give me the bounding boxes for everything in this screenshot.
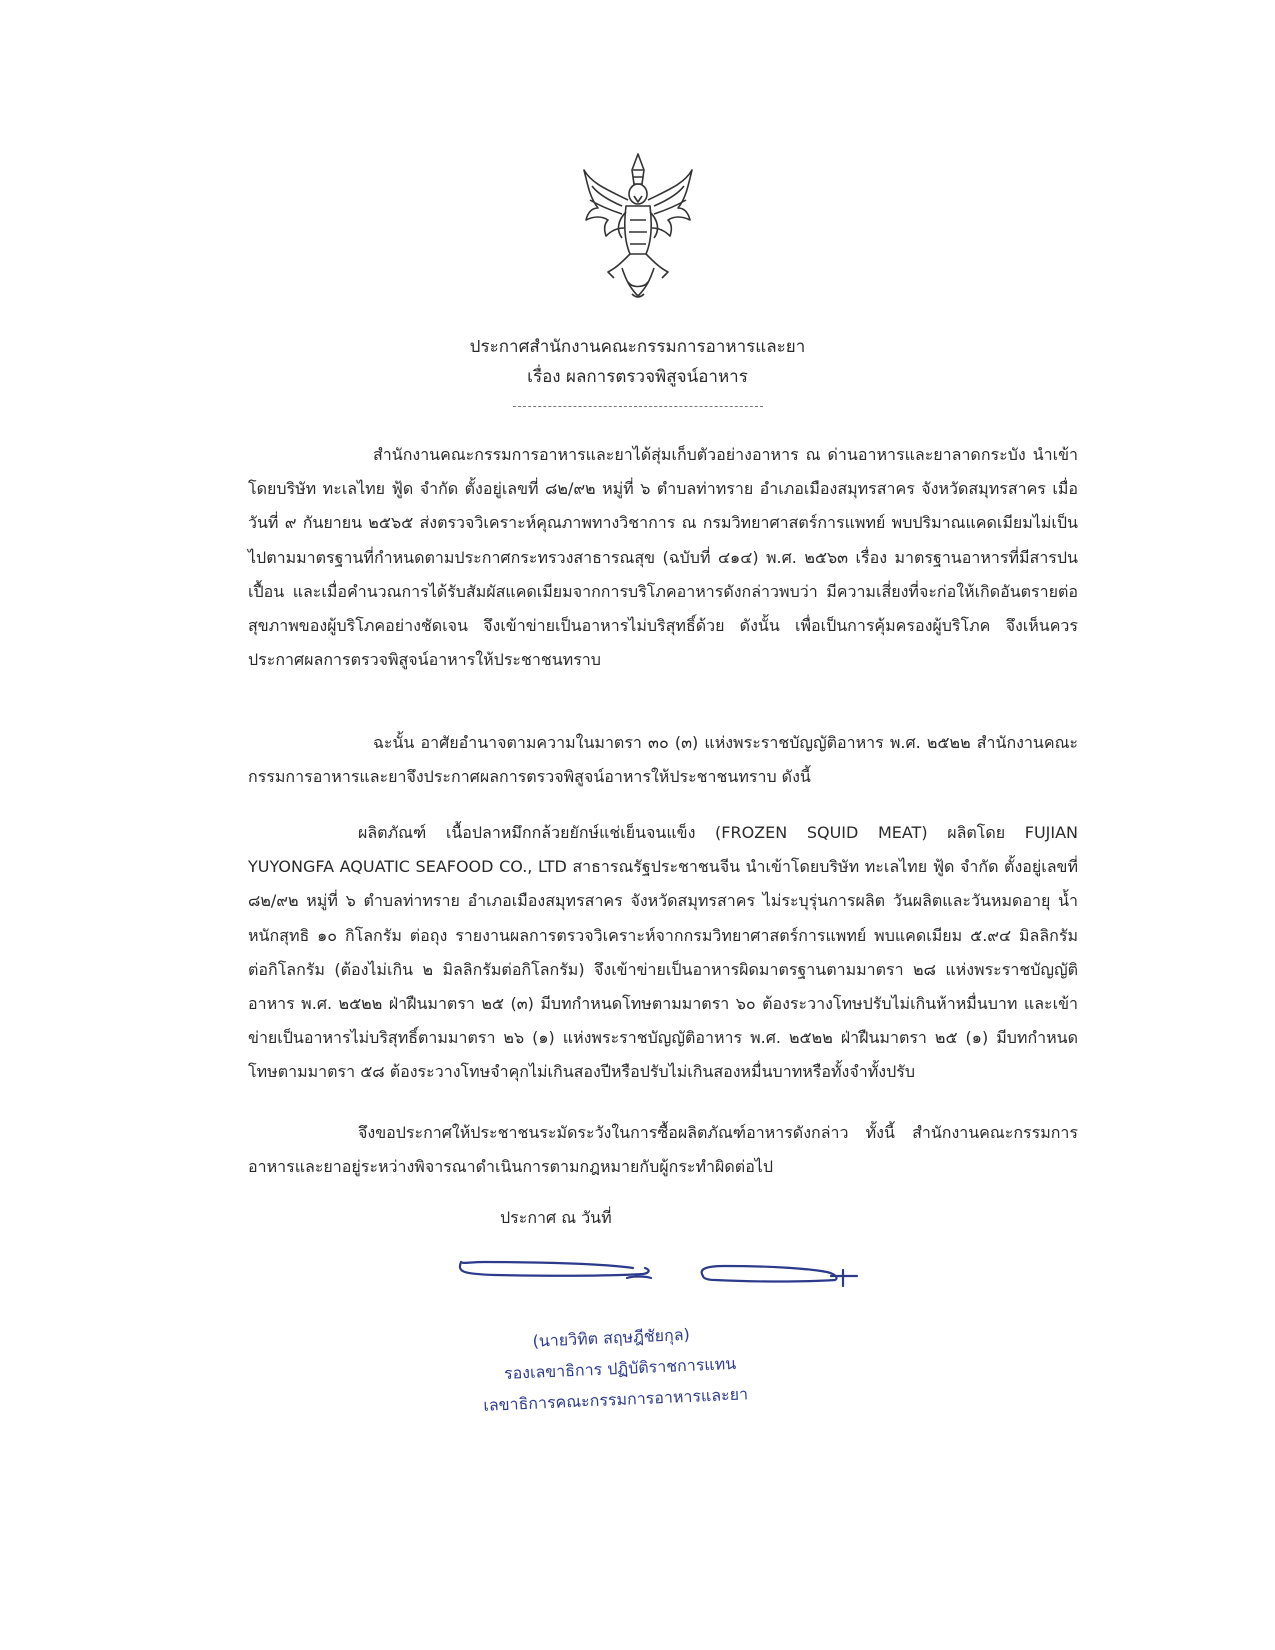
paragraph-background: สำนักงานคณะกรรมการอาหารและยาได้สุ่มเก็บตัวอย่างอาหาร ณ ด่านอาหารและยาลาดกระบัง นำเข้าโดยบริษัท ทะเลไทย ฟู้ด จำกัด ตั้งอยู่เลขที่ ๘๒/๙๒ หมู่ที่ ๖ ตำบลท่าทราย อำเภอเมืองสมุทรสาคร จังหวัดสมุทรสาคร เมื่อวันที่ ๙ กันยายน ๒๕๖๕ ส่งตรวจวิเคราะห์คุณภาพทางวิชาการ ณ กรมวิทยาศาสตร์การแพทย์ พบปริมาณแคดเมียมไม่เป็นไปตามมาตรฐานที่กำหนดตามประกาศกระทรวงสาธารณสุข (ฉบับที่ ๔๑๔) พ.ศ. ๒๕๖๓ เรื่อง มาตรฐานอาหารที่มีสารปนเปื้อน และเมื่อคำนวณการได้รับสัมผัสแคดเมียมจากการบริโภคอาหารดังกล่าวพบว่า มีความเสี่ยงที่จะก่อให้เกิดอันตรายต่อสุขภาพของผู้บริโภคอย่างชัดเจน จึงเข้าข่ายเป็นอาหารไม่บริสุทธิ์ด้วย ดังนั้น เพื่อเป็นการคุ้มครองผู้บริโภค จึงเห็นควรประกาศผลการตรวจพิสูจน์อาหารให้ประชาชนทราบ (248, 445, 1078, 670)
handwritten-signature (455, 1240, 865, 1300)
announcement-subject: เรื่อง ผลการตรวจพิสูจน์อาหาร (527, 367, 748, 387)
paragraph-product-findings: ผลิตภัณฑ์ เนื้อปลาหมึกกล้วยยักษ์แช่เย็นจนแข็ง (FROZEN SQUID MEAT) ผลิตโดย FUJIAN YUYONGFA AQUATIC SEAFOOD CO., LTD สาธารณรัฐประชาชนจีน นำเข้าโดยบริษัท ทะเลไทย ฟู้ด จำกัด ตั้งอยู่เลขที่ ๘๒/๙๒ หมู่ที่ ๖ ตำบลท่าทราย อำเภอเมืองสมุทรสาคร จังหวัดสมุทรสาคร ไม่ระบุรุ่นการผลิต วันผลิตและวันหมดอายุ น้ำหนักสุทธิ ๑๐ กิโลกรัม ต่อถุง รายงานผลการตรวจวิเคราะห์จากกรมวิทยาศาสตร์การแพทย์ พบแคดเมียม ๕.๙๔ มิลลิกรัมต่อกิโลกรัม (ต้องไม่เกิน ๒ มิลลิกรัมต่อกิโลกรัม) จึงเข้าข่ายเป็นอาหารผิดมาตรฐานตามมาตรา ๒๘ แห่งพระราชบัญญัติอาหาร พ.ศ. ๒๕๒๒ ฝ่าฝืนมาตรา ๒๕ (๓) มีบทกำหนดโทษตามมาตรา ๖๐ ต้องระวางโทษปรับไม่เกินห้าหมื่นบาท และเข้าข่ายเป็นอาหารไม่บริสุทธิ์ตามมาตรา ๒๖ (๑) แห่งพระราชบัญญัติอาหาร พ.ศ. ๒๕๒๒ ฝ่าฝืนมาตรา ๒๕ (๑) มีบทกำหนดโทษตามมาตรา ๕๘ ต้องระวางโทษจำคุกไม่เกินสองปีหรือปรับไม่เกินสองหมื่นบาทหรือทั้งจำทั้งปรับ (248, 823, 1078, 1082)
paragraph-authority: ฉะนั้น อาศัยอำนาจตามความในมาตรา ๓๐ (๓) แห่งพระราชบัญญัติอาหาร พ.ศ. ๒๕๒๒ สำนักงานคณะกรรมการอาหารและยาจึงประกาศผลการตรวจพิสูจน์อาหารให้ประชาชนทราบ ดังนี้ (248, 733, 1078, 787)
announcement-title: ประกาศสำนักงานคณะกรรมการอาหารและยา (469, 337, 806, 357)
signatory-position-2: เลขาธิการคณะกรรมการอาหารและยา (482, 1384, 749, 1415)
announce-date: ประกาศ ณ วันที่ (500, 1208, 612, 1227)
signature-block (480, 1314, 804, 1421)
signatory-name: (นายวิทิต สฤษฎีชัยกุล) (532, 1324, 691, 1351)
signatory-position-1: รองเลขาธิการ ปฏิบัติราชการแทน (503, 1353, 737, 1383)
heading-divider (513, 406, 763, 407)
garuda-emblem-icon (578, 150, 698, 310)
paragraph-warning: จึงขอประกาศให้ประชาชนระมัดระวังในการซื้อผลิตภัณฑ์อาหารดังกล่าว ทั้งนี้ สำนักงานคณะกรรมการอาหารและยาอยู่ระหว่างพิจารณาดำเนินการตามกฎหมายกับผู้กระทำผิดต่อไป (248, 1123, 1078, 1177)
